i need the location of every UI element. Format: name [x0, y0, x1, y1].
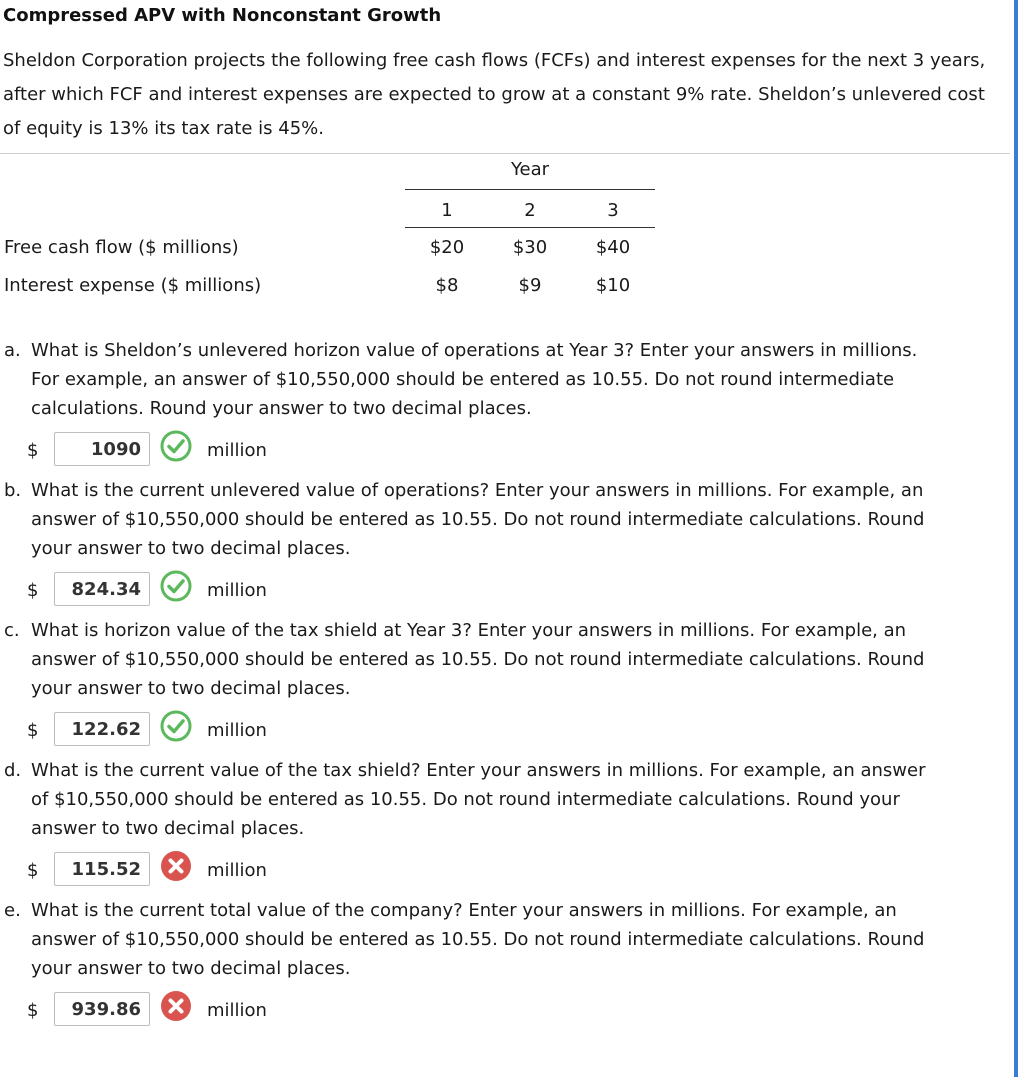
- unit-label: million: [207, 580, 267, 601]
- question-c: [4, 616, 1004, 703]
- currency-symbol: $: [27, 440, 39, 461]
- unit-label: million: [207, 440, 267, 461]
- question-text-line: your answer to two decimal places.: [31, 678, 351, 699]
- question-letter: e.: [4, 900, 21, 921]
- question-text-line: What is the current value of the tax shield? Enter your answers in millions. For example, an answer: [31, 760, 926, 781]
- unit-label: million: [207, 1000, 267, 1021]
- question-text-line: answer of $10,550,000 should be entered as 10.55. Do not round intermediate calculations. Round: [31, 929, 925, 950]
- question-text-line: your answer to two decimal places.: [31, 538, 351, 559]
- currency-symbol: $: [27, 1000, 39, 1021]
- question-text-line: answer of $10,550,000 should be entered as 10.55. Do not round intermediate calculations. Round: [31, 509, 925, 530]
- question-text-line: What is the current unlevered value of operations? Enter your answers in millions. For example, an: [31, 480, 924, 501]
- answer-input-d[interactable]: 115.52: [54, 852, 150, 886]
- currency-symbol: $: [27, 720, 39, 741]
- question-letter: b.: [4, 480, 22, 501]
- problem-intro: Sheldon Corporation projects the following free cash flows (FCFs) and interest expenses for the next 3 years, after which FCF and interest expenses are expected to grow at a constant 9% rate. Sheldon’s unlevered cost of equity is 13% its tax rate is 45%.: [3, 50, 986, 139]
- question-text-line: What is horizon value of the tax shield at Year 3? Enter your answers in millions. For example, an: [31, 620, 907, 641]
- answer-input-a[interactable]: 1090: [54, 432, 150, 466]
- unit-label: million: [207, 860, 267, 881]
- table-cell: $10: [595, 275, 631, 296]
- answer-input-c[interactable]: 122.62: [54, 712, 150, 746]
- table-year-rule: [405, 189, 655, 190]
- currency-symbol: $: [27, 580, 39, 601]
- question-text-line: your answer to two decimal places.: [31, 958, 351, 979]
- question-letter: d.: [4, 760, 22, 781]
- table-year-header: Year: [510, 159, 550, 180]
- check-circle-icon: [160, 430, 192, 462]
- question-d: [4, 756, 1004, 843]
- table-header-rule: [405, 227, 655, 228]
- table-year-2: 2: [524, 200, 536, 221]
- x-circle-icon: [160, 990, 192, 1022]
- right-edge-rule: [1014, 0, 1018, 1077]
- x-circle-icon: [160, 850, 192, 882]
- row-label-fcf: Free cash flow ($ millions): [4, 237, 239, 258]
- table-cell: $20: [429, 237, 465, 258]
- table-cell: $9: [518, 275, 542, 296]
- question-text-line: What is the current total value of the company? Enter your answers in millions. For example, an: [31, 900, 897, 921]
- row-label-interest: Interest expense ($ millions): [4, 275, 262, 296]
- check-circle-icon: [160, 570, 192, 602]
- question-letter: a.: [4, 340, 21, 361]
- page-title: Compressed APV with Nonconstant Growth: [3, 5, 442, 26]
- check-circle-icon: [160, 710, 192, 742]
- currency-symbol: $: [27, 860, 39, 881]
- question-a: [4, 336, 1004, 423]
- table-cell: $8: [435, 275, 459, 296]
- question-text-line: of $10,550,000 should be entered as 10.55. Do not round intermediate calculations. Round your: [31, 789, 900, 810]
- question-text-line: answer of $10,550,000 should be entered as 10.55. Do not round intermediate calculations. Round: [31, 649, 925, 670]
- question-text-line: answer to two decimal places.: [31, 818, 305, 839]
- table-cell: $30: [512, 237, 548, 258]
- question-text-line: What is Sheldon’s unlevered horizon value of operations at Year 3? Enter your answers in millions.: [31, 340, 918, 361]
- table-cell: $40: [595, 237, 631, 258]
- question-text-line: For example, an answer of $10,550,000 should be entered as 10.55. Do not round intermediate: [31, 369, 895, 390]
- answer-input-e[interactable]: 939.86: [54, 992, 150, 1026]
- question-text-line: calculations. Round your answer to two decimal places.: [31, 398, 532, 419]
- intro-divider: [0, 153, 1010, 154]
- question-letter: c.: [4, 620, 20, 641]
- table-year-1: 1: [441, 200, 453, 221]
- answer-input-b[interactable]: 824.34: [54, 572, 150, 606]
- question-b: [4, 476, 1004, 563]
- question-e: [4, 896, 1004, 983]
- table-year-3: 3: [607, 200, 619, 221]
- unit-label: million: [207, 720, 267, 741]
